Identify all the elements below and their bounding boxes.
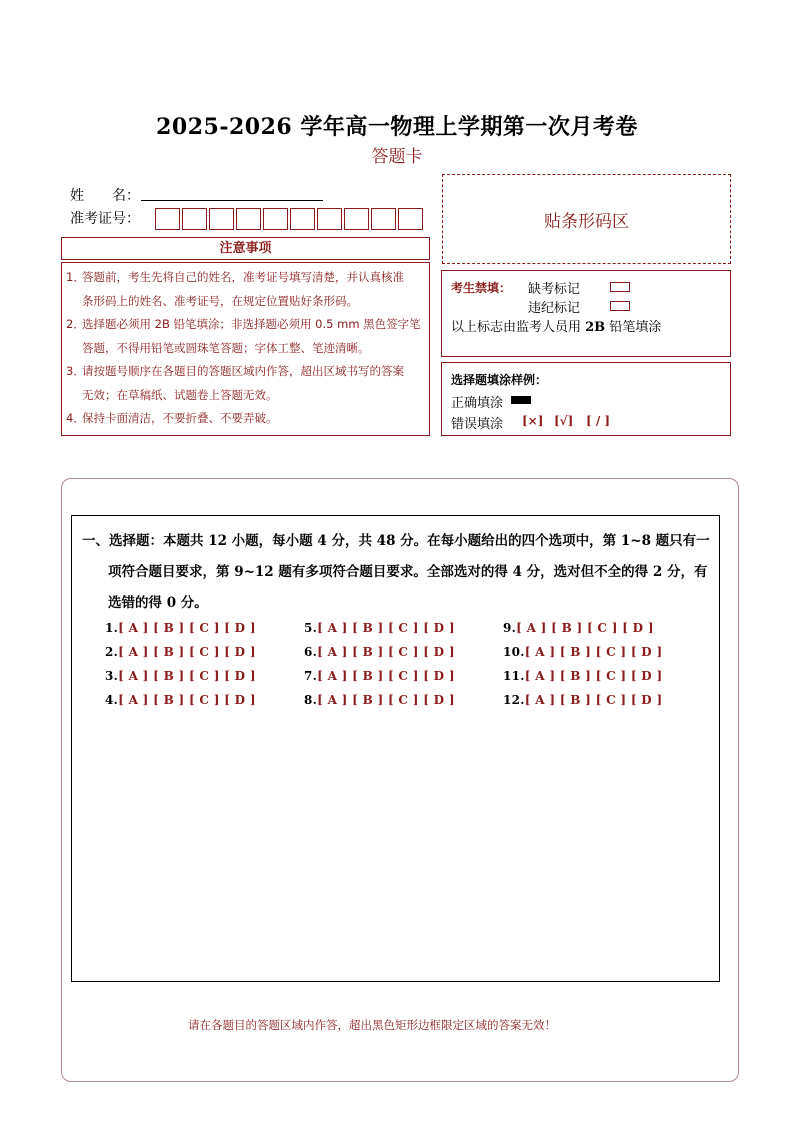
question-8-choices[interactable] (304, 693, 455, 707)
choice-bubbles[interactable]: [ A ] [ B ] [ C ] [ D ] (524, 669, 663, 683)
question-11-choices[interactable] (503, 669, 662, 683)
correct-fill-label: 正确填涂 (451, 396, 504, 411)
notice-item (66, 313, 425, 360)
choice-bubbles[interactable]: [ A ] [ B ] [ C ] [ D ] (118, 669, 256, 683)
id-digit-box[interactable] (263, 208, 288, 230)
notice-list (61, 262, 430, 436)
question-number: 10. (503, 645, 525, 659)
id-digit-box[interactable] (236, 208, 261, 230)
notice-line: 选择题必须用 2B 铅笔填涂；非选择题必须用 0.5 mm 黑色签字笔 (82, 317, 421, 331)
violation-mark-box[interactable] (610, 301, 630, 311)
answer-sheet-subtitle: 答题卡 (371, 147, 423, 167)
question-5-choices[interactable] (304, 621, 455, 635)
question-number: 7. (304, 669, 318, 683)
wrong-fill-cross: [×] (522, 414, 544, 428)
notice-line: 无效；在草稿纸、试题卷上答题无效。 (82, 387, 278, 402)
question-1-choices[interactable] (105, 621, 256, 635)
choice-bubbles[interactable]: [ A ] [ B ] [ C ] [ D ] (317, 621, 455, 635)
question-number: 8. (304, 693, 318, 707)
correct-fill-sample (511, 396, 531, 404)
id-label: 准考证号： (70, 211, 140, 227)
choice-bubbles[interactable]: [ A ] [ B ] [ C ] [ D ] (317, 645, 455, 659)
notice-number: 2． (66, 317, 85, 331)
section1-answer-box (71, 515, 720, 982)
question-number: 1. (105, 621, 119, 635)
question-number: 12. (503, 693, 525, 707)
instruction-line: 一、选择题：本题共 12 小题，每小题 4 分，共 48 分。在每小题给出的四个选项中，第 1~8 题只有一 (82, 533, 710, 549)
id-digit-box[interactable] (317, 208, 342, 230)
question-number: 3. (105, 669, 119, 683)
choice-bubbles[interactable]: [ A ] [ B ] [ C ] [ D ] (524, 645, 663, 659)
wrong-fill-check: [√] (554, 414, 574, 428)
wrong-fill-slash: [ / ] (586, 414, 611, 428)
id-digit-box[interactable] (371, 208, 396, 230)
id-digit-box[interactable] (155, 208, 180, 230)
id-digit-box[interactable] (182, 208, 207, 230)
notice-line: 答题前，考生先将自己的姓名，准考证号填写清楚，并认真核准 (82, 270, 404, 284)
question-12-choices[interactable] (503, 693, 662, 707)
choice-bubbles[interactable]: [ A ] [ B ] [ C ] [ D ] (524, 693, 663, 707)
absent-mark-label: 缺考标记 (528, 282, 581, 297)
question-10-choices[interactable] (503, 645, 662, 659)
examiner-note-text: 铅笔填涂 (605, 320, 662, 335)
question-number: 9. (503, 621, 517, 635)
notice-item (66, 360, 425, 407)
examiner-only-box (441, 270, 731, 357)
notice-line: 保持卡面清洁，不要折叠、不要弄破。 (82, 411, 278, 425)
question-number: 2. (105, 645, 119, 659)
notice-number: 4． (66, 411, 85, 425)
wrong-fill-label: 错误填涂 (451, 417, 504, 432)
notice-line: 请按题号顺序在各题目的答题区域内作答，超出区域书写的答案 (82, 364, 404, 378)
choice-bubbles[interactable]: [ A ] [ B ] [ C ] [ D ] (317, 693, 455, 707)
name-label: 姓 名： (70, 188, 140, 204)
violation-mark-label: 违纪标记 (528, 301, 581, 316)
id-digit-box[interactable] (344, 208, 369, 230)
id-digit-box[interactable] (398, 208, 423, 230)
fill-sample-box (441, 362, 731, 436)
notice-heading: 注意事项 (61, 237, 430, 260)
examiner-note-pencil: 2B (585, 320, 606, 335)
absent-mark-box[interactable] (610, 282, 630, 292)
choice-bubbles[interactable]: [ A ] [ B ] [ C ] [ D ] (118, 621, 256, 635)
answer-area-warning: 请在各题目的答题区域内作答，超出黑色矩形边框限定区域的答案无效！ (188, 1018, 556, 1032)
notice-number: 3． (66, 364, 85, 378)
section1-instructions (82, 526, 712, 619)
question-number: 11. (503, 669, 525, 683)
question-4-choices[interactable] (105, 693, 256, 707)
question-9-choices[interactable] (503, 621, 654, 635)
question-number: 6. (304, 645, 318, 659)
instruction-line: 项符合题目要求，第 9~12 题有多项符合题目要求。全部选对的得 4 分，选对但不全的得 2 分，有 (108, 564, 708, 580)
id-digit-box[interactable] (209, 208, 234, 230)
name-field[interactable] (141, 200, 323, 201)
id-number-boxes (155, 208, 425, 230)
examiner-note-text: 以上标志由监考人员用 (451, 320, 586, 335)
question-number: 4. (105, 693, 119, 707)
notice-item (66, 266, 425, 313)
notice-item (66, 407, 425, 431)
choice-bubbles[interactable]: [ A ] [ B ] [ C ] [ D ] (516, 621, 654, 635)
fill-sample-title: 选择题填涂样例： (451, 373, 548, 387)
examiner-note (451, 316, 661, 335)
notice-line: 答题，不得用铅笔或圆珠笔答题；字体工整、笔迹清晰。 (82, 340, 370, 355)
question-3-choices[interactable] (105, 669, 256, 683)
examiner-only-label: 考生禁填： (451, 281, 512, 295)
choice-bubbles[interactable]: [ A ] [ B ] [ C ] [ D ] (118, 645, 256, 659)
id-digit-box[interactable] (290, 208, 315, 230)
choice-bubbles[interactable]: [ A ] [ B ] [ C ] [ D ] (118, 693, 256, 707)
question-2-choices[interactable] (105, 645, 256, 659)
barcode-area (442, 174, 731, 264)
question-7-choices[interactable] (304, 669, 455, 683)
notice-number: 1． (66, 270, 85, 284)
instruction-line: 选错的得 0 分。 (108, 595, 208, 611)
question-number: 5. (304, 621, 318, 635)
notice-line: 条形码上的姓名、准考证号，在规定位置贴好条形码。 (82, 293, 358, 308)
exam-title: 2025-2026 学年高一物理上学期第一次月考卷 (156, 114, 638, 140)
question-6-choices[interactable] (304, 645, 455, 659)
choice-bubbles[interactable]: [ A ] [ B ] [ C ] [ D ] (317, 669, 455, 683)
barcode-area-label: 贴条形码区 (544, 211, 629, 232)
